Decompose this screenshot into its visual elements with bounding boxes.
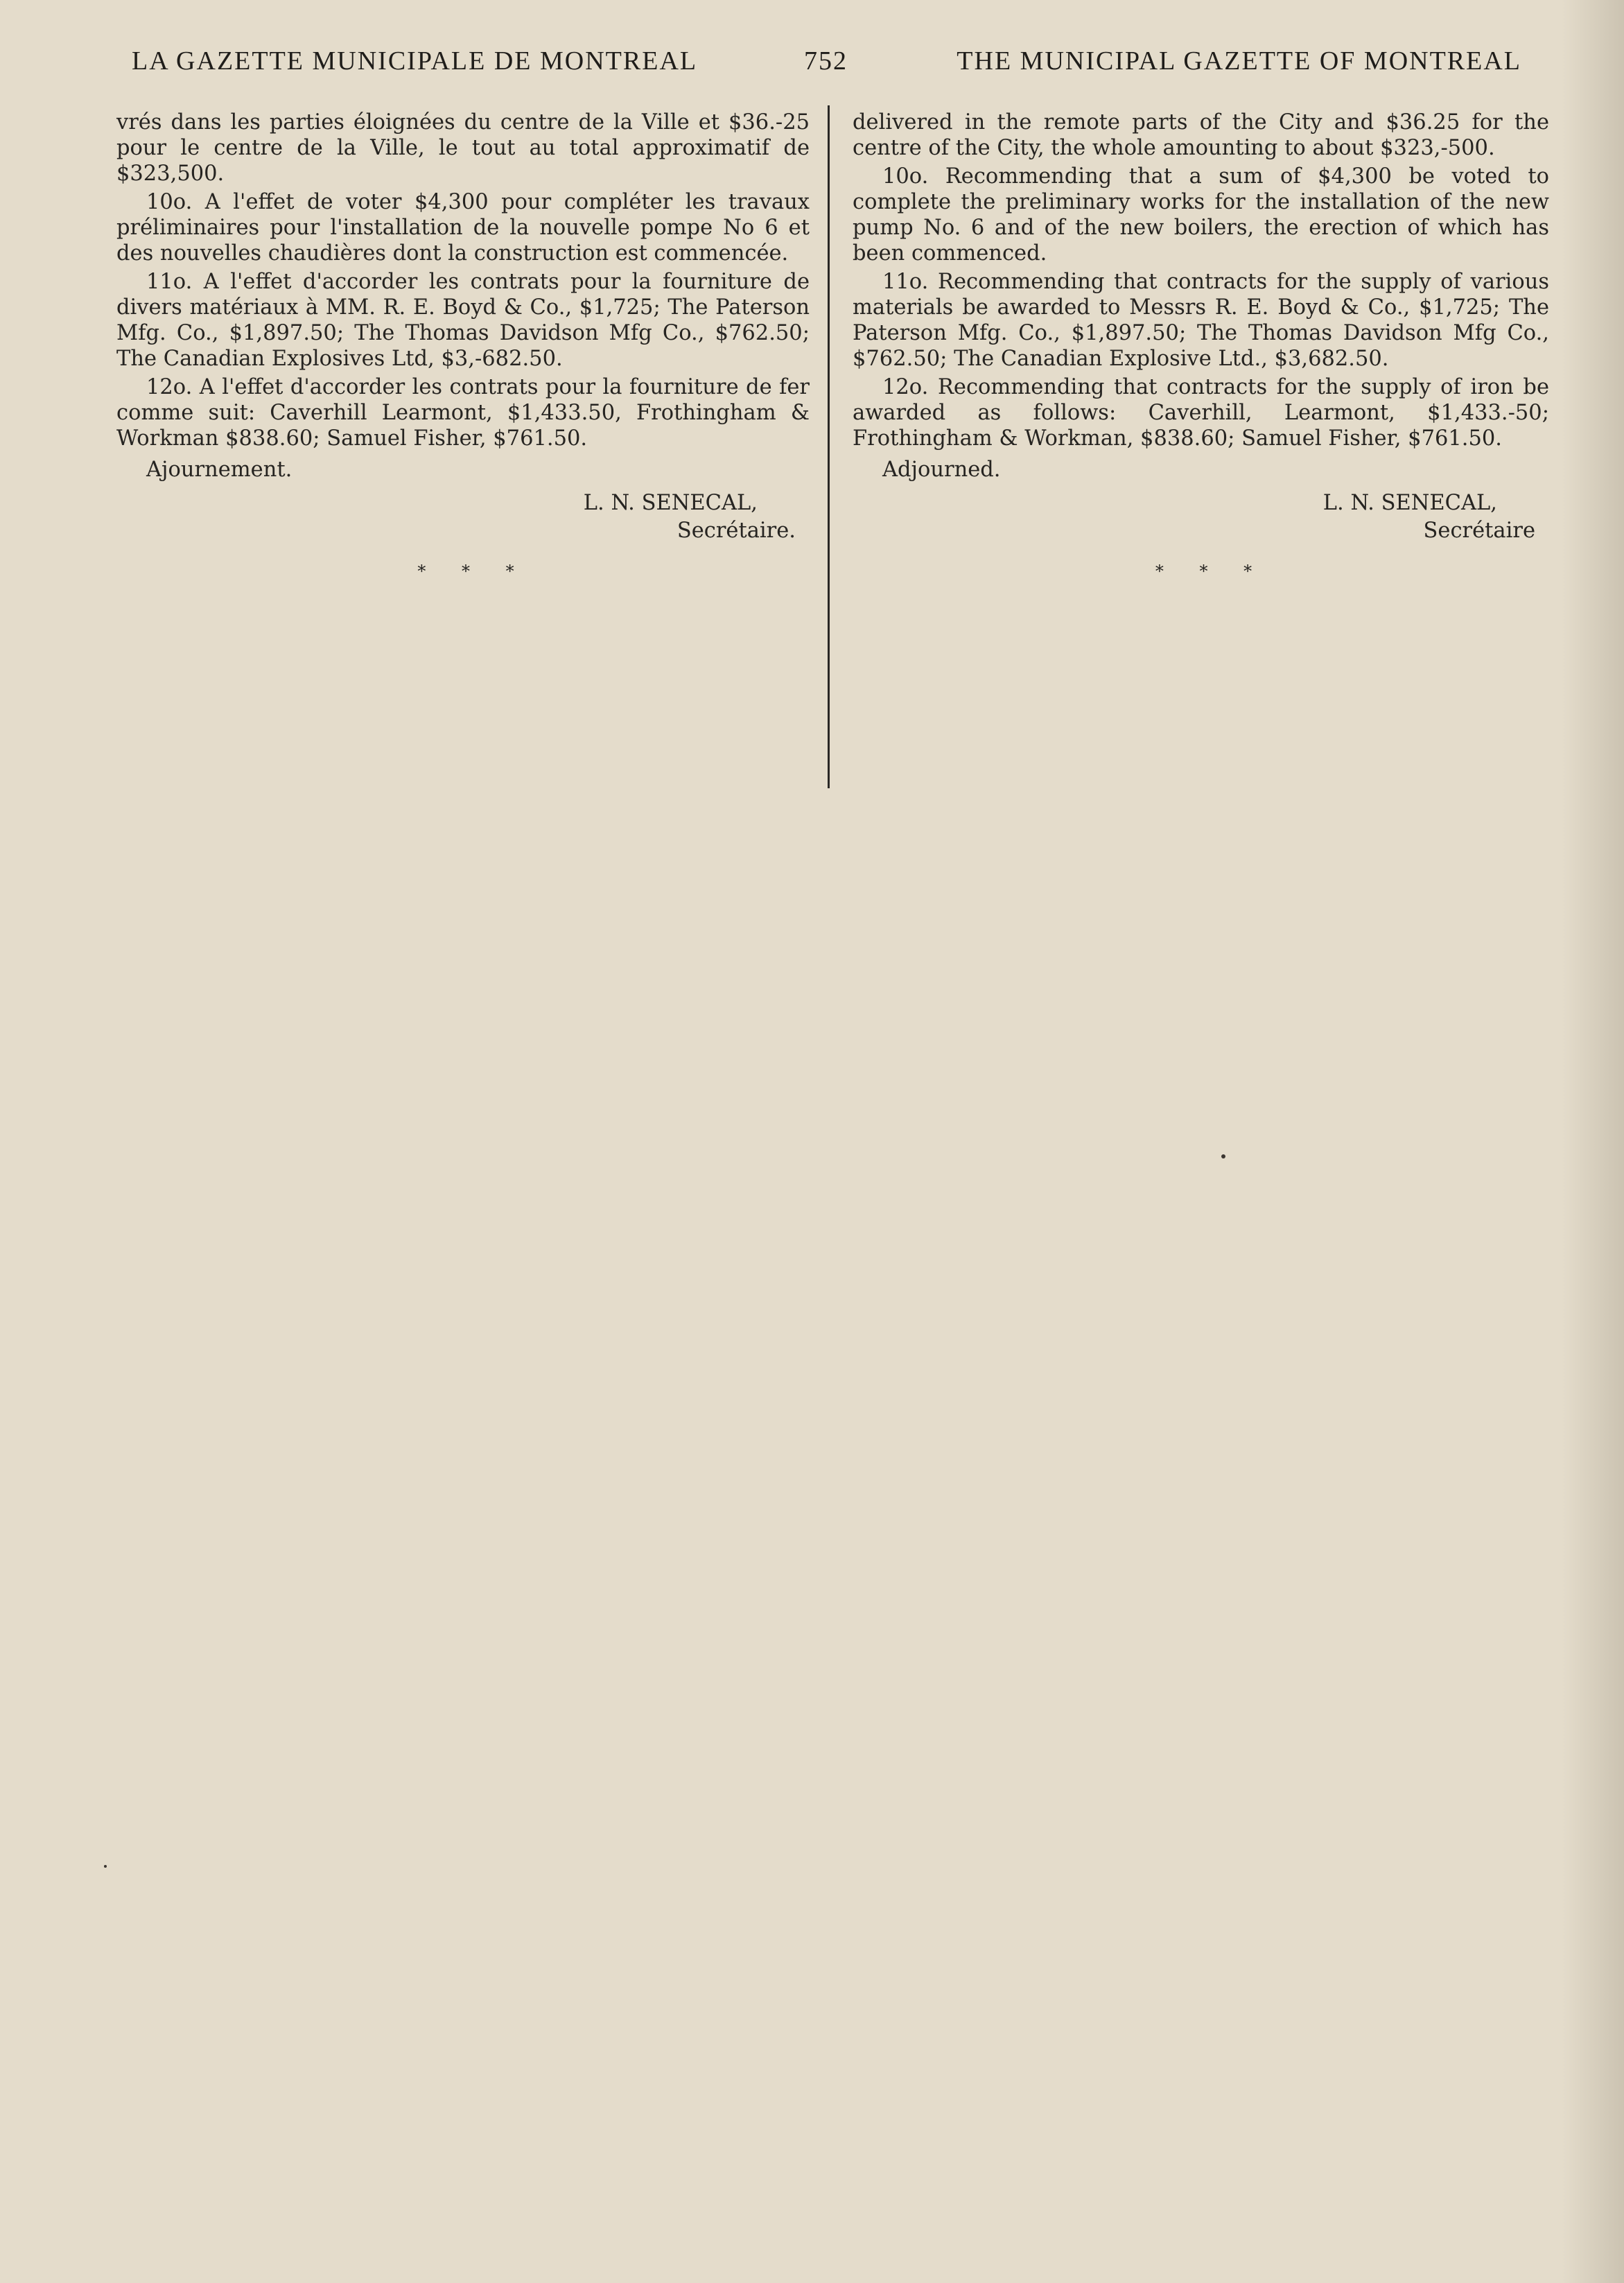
page-number: 752 [804, 46, 848, 76]
english-signature [853, 489, 1549, 545]
header-english-title: THE MUNICIPAL GAZETTE OF MONTREAL [957, 46, 1521, 76]
english-section-separator: * * * [1155, 562, 1268, 581]
french-item-10: 10o. A l'effet de voter $4,300 pour compléter les travaux préliminaires pour l'installation de la nouvelle pompe No 6 et des nouvelles chaudières dont la construction est commencée. [116, 190, 810, 266]
french-continuation: vrés dans les parties éloignées du centre de la Ville et $36.-25 pour le centre de la Ville, le tout au total approximatif de $323,500. [116, 110, 810, 186]
english-item-12: 12o. Recommending that contracts for the supply of iron be awarded as follows: Caverhill, Learmont, $1,433.-50; Frothingham & Workman, $838.60; Samuel Fisher, $761.50. [853, 375, 1549, 451]
paper-speck [1221, 1154, 1225, 1158]
french-column [116, 110, 810, 584]
english-adjourned: Adjourned. [882, 458, 1001, 482]
page-header [132, 46, 1521, 87]
english-signature-name: L. N. SENECAL, [1322, 491, 1497, 515]
english-item-10: 10o. Recommending that a sum of $4,300 be voted to complete the preliminary works for the installation of the new pump No. 6 and of the new boilers, the erection of which has been commenced. [853, 164, 1549, 266]
english-continuation: delivered in the remote parts of the City and $36.25 for the centre of the City, the whole amounting to about $323,-500. [853, 110, 1549, 160]
english-column [853, 110, 1549, 584]
french-signature-name: L. N. SENECAL, [583, 491, 758, 515]
french-item-11: 11o. A l'effet d'accorder les contrats pour la fourniture de divers matériaux à MM. R. E. Boyd & Co., $1,725; The Paterson Mfg. Co., $1,897.50; The Thomas Davidson Mfg Co., $762.50; The Canadian Explosives Ltd, $3,-682.50. [116, 270, 810, 371]
page-edge-shadow [1562, 0, 1624, 2283]
french-signature [116, 489, 810, 545]
column-divider [828, 105, 830, 788]
french-signature-title: Secrétaire. [676, 519, 796, 543]
french-item-12: 12o. A l'effet d'accorder les contrats pour la fourniture de fer comme suit: Caverhill Learmont, $1,433.50, Frothingham & Workman $838.60; Samuel Fisher, $761.50. [116, 375, 810, 451]
english-item-11: 11o. Recommending that contracts for the supply of various materials be awarded to Messrs R. E. Boyd & Co., $1,725; The Paterson Mfg. Co., $1,897.50; The Thomas Davidson Mfg Co., $762.50; The Canadian Explosive Ltd., $3,682.50. [853, 270, 1549, 371]
french-adjourned: Ajournement. [146, 458, 293, 482]
header-french-title: LA GAZETTE MUNICIPALE DE MONTREAL [132, 46, 698, 76]
paper-speck [104, 1865, 107, 1868]
french-section-separator: * * * [417, 562, 530, 581]
english-signature-title: Secrétaire [1423, 519, 1535, 543]
